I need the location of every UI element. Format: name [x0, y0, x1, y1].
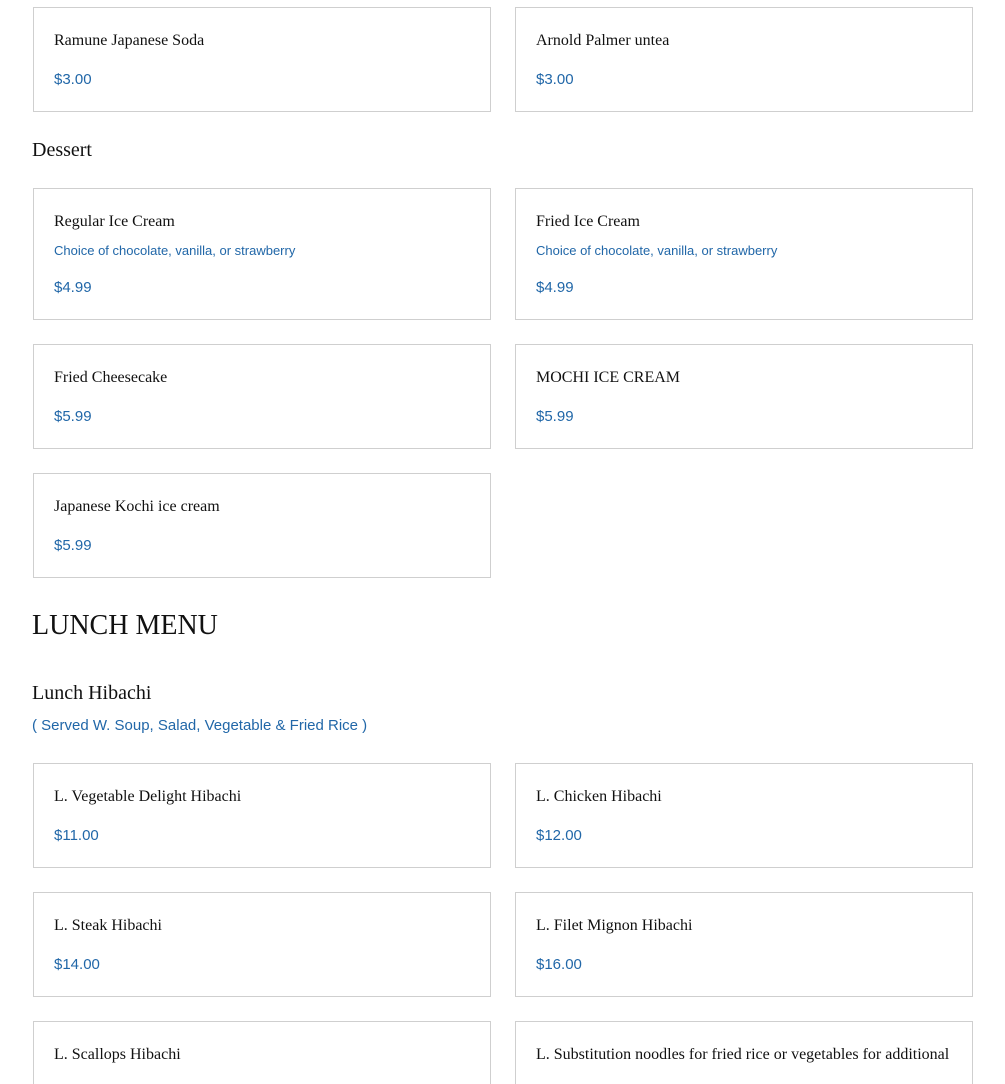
- item-name: Regular Ice Cream: [54, 213, 175, 230]
- item-price: $4.99: [536, 279, 574, 296]
- item-name: L. Vegetable Delight Hibachi: [54, 788, 242, 805]
- item-price: $11.00: [54, 827, 99, 844]
- item-description: Choice of chocolate, vanilla, or strawberry: [54, 243, 296, 258]
- section-title-lunch-hibachi: Lunch Hibachi: [32, 682, 152, 704]
- item-name: L. Steak Hibachi: [54, 917, 162, 934]
- item-name: L. Substitution noodles for fried rice or vegetables for additional: [536, 1046, 950, 1063]
- item-description: Choice of chocolate, vanilla, or strawberry: [536, 243, 778, 258]
- menu-item-card[interactable]: [515, 188, 973, 320]
- item-price: $12.00: [536, 827, 582, 844]
- item-name: MOCHI ICE CREAM: [536, 369, 681, 386]
- menu-item-card[interactable]: [515, 7, 973, 112]
- menu-item-card[interactable]: [515, 344, 973, 449]
- menu-item-card[interactable]: [33, 344, 491, 449]
- item-name: Japanese Kochi ice cream: [54, 498, 220, 515]
- item-name: Fried Ice Cream: [536, 213, 640, 230]
- item-name: L. Filet Mignon Hibachi: [536, 917, 693, 934]
- item-name: Ramune Japanese Soda: [54, 32, 205, 49]
- item-price: $5.99: [54, 408, 92, 425]
- menu-item-card[interactable]: [33, 7, 491, 112]
- menu-item-card[interactable]: [33, 763, 491, 868]
- item-name: L. Chicken Hibachi: [536, 788, 662, 805]
- menu-item-card[interactable]: [515, 892, 973, 997]
- item-price: $5.99: [536, 408, 574, 425]
- item-price: $5.99: [54, 537, 92, 554]
- section-note: ( Served W. Soup, Salad, Vegetable & Fried Rice ): [32, 717, 368, 734]
- item-name: L. Scallops Hibachi: [54, 1046, 181, 1063]
- item-name: Arnold Palmer untea: [536, 32, 670, 49]
- item-price: $3.00: [536, 71, 574, 88]
- menu-title-lunch: LUNCH MENU: [32, 610, 218, 641]
- menu-item-card[interactable]: [33, 1021, 491, 1084]
- menu-item-card[interactable]: [33, 473, 491, 578]
- menu-item-card[interactable]: [33, 892, 491, 997]
- item-price: $16.00: [536, 956, 582, 973]
- item-price: $4.99: [54, 279, 92, 296]
- item-name: Fried Cheesecake: [54, 369, 168, 386]
- item-price: $14.00: [54, 956, 100, 973]
- item-price: $3.00: [54, 71, 92, 88]
- section-title-dessert: Dessert: [32, 139, 92, 161]
- menu-item-card[interactable]: [515, 1021, 973, 1084]
- menu-item-card[interactable]: [33, 188, 491, 320]
- menu-item-card[interactable]: [515, 763, 973, 868]
